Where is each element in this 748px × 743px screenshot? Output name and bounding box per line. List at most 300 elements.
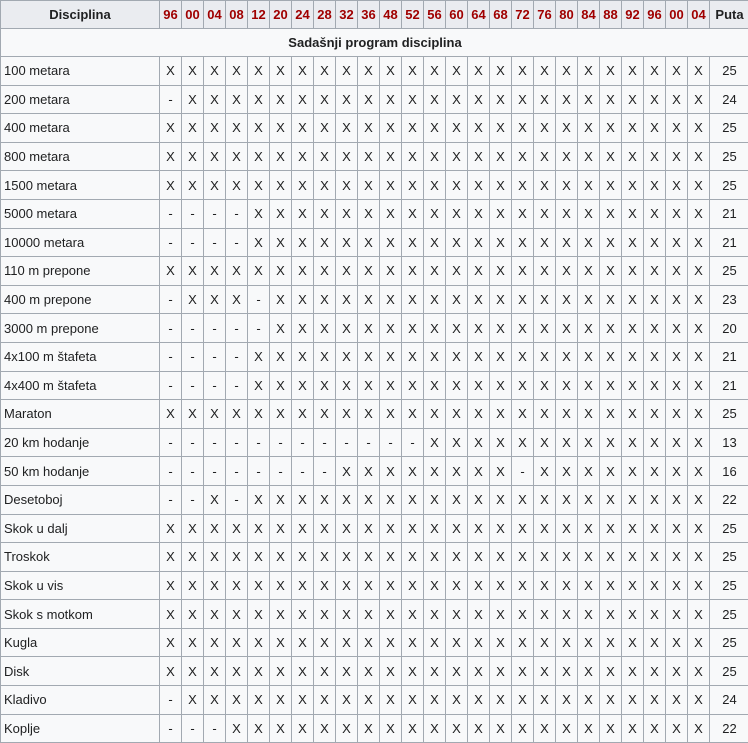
held-mark: X <box>270 199 292 228</box>
discipline-name: Desetoboj <box>1 485 160 514</box>
times-count: 24 <box>710 85 748 114</box>
year-header: 72 <box>512 1 534 29</box>
held-mark: X <box>468 171 490 200</box>
held-mark: X <box>600 686 622 715</box>
discipline-name: 20 km hodanje <box>1 428 160 457</box>
held-mark: X <box>600 285 622 314</box>
held-mark: X <box>182 114 204 143</box>
held-mark: X <box>688 85 710 114</box>
held-mark: X <box>182 543 204 572</box>
table-row <box>1 628 748 657</box>
held-mark: X <box>226 400 248 429</box>
held-mark: X <box>314 228 336 257</box>
held-mark: X <box>292 371 314 400</box>
held-mark: X <box>248 228 270 257</box>
held-mark: X <box>666 400 688 429</box>
held-mark: X <box>578 228 600 257</box>
held-mark: X <box>688 400 710 429</box>
not-held-mark: - <box>226 228 248 257</box>
table-row <box>1 485 748 514</box>
discipline-name: Kugla <box>1 628 160 657</box>
held-mark: X <box>468 714 490 743</box>
held-mark: X <box>644 543 666 572</box>
held-mark: X <box>314 600 336 629</box>
held-mark: X <box>578 85 600 114</box>
held-mark: X <box>248 714 270 743</box>
held-mark: X <box>424 514 446 543</box>
held-mark: X <box>336 285 358 314</box>
held-mark: X <box>160 571 182 600</box>
held-mark: X <box>424 228 446 257</box>
held-mark: X <box>534 285 556 314</box>
held-mark: X <box>556 628 578 657</box>
table-row <box>1 657 748 686</box>
held-mark: X <box>358 314 380 343</box>
held-mark: X <box>314 85 336 114</box>
held-mark: X <box>688 342 710 371</box>
not-held-mark: - <box>380 428 402 457</box>
held-mark: X <box>688 485 710 514</box>
held-mark: X <box>600 400 622 429</box>
year-header: 28 <box>314 1 336 29</box>
held-mark: X <box>248 57 270 86</box>
held-mark: X <box>556 428 578 457</box>
held-mark: X <box>182 686 204 715</box>
held-mark: X <box>666 543 688 572</box>
held-mark: X <box>314 142 336 171</box>
held-mark: X <box>512 85 534 114</box>
held-mark: X <box>424 142 446 171</box>
not-held-mark: - <box>226 457 248 486</box>
held-mark: X <box>534 85 556 114</box>
held-mark: X <box>490 57 512 86</box>
held-mark: X <box>336 714 358 743</box>
held-mark: X <box>468 199 490 228</box>
held-mark: X <box>314 714 336 743</box>
held-mark: X <box>292 543 314 572</box>
held-mark: X <box>380 257 402 286</box>
held-mark: X <box>512 314 534 343</box>
not-held-mark: - <box>204 342 226 371</box>
held-mark: X <box>292 142 314 171</box>
discipline-name: 110 m prepone <box>1 257 160 286</box>
held-mark: X <box>424 657 446 686</box>
held-mark: X <box>314 400 336 429</box>
discipline-name: Skok u vis <box>1 571 160 600</box>
held-mark: X <box>204 171 226 200</box>
held-mark: X <box>204 85 226 114</box>
held-mark: X <box>336 171 358 200</box>
held-mark: X <box>666 571 688 600</box>
held-mark: X <box>446 257 468 286</box>
held-mark: X <box>358 285 380 314</box>
table-row <box>1 457 748 486</box>
discipline-name: Kladivo <box>1 686 160 715</box>
held-mark: X <box>446 199 468 228</box>
held-mark: X <box>380 342 402 371</box>
held-mark: X <box>644 199 666 228</box>
held-mark: X <box>600 257 622 286</box>
held-mark: X <box>600 142 622 171</box>
held-mark: X <box>600 85 622 114</box>
held-mark: X <box>336 314 358 343</box>
table-row <box>1 257 748 286</box>
held-mark: X <box>270 314 292 343</box>
held-mark: X <box>226 57 248 86</box>
held-mark: X <box>248 371 270 400</box>
table-row <box>1 342 748 371</box>
held-mark: X <box>512 57 534 86</box>
held-mark: X <box>468 485 490 514</box>
held-mark: X <box>424 371 446 400</box>
held-mark: X <box>578 142 600 171</box>
held-mark: X <box>666 114 688 143</box>
held-mark: X <box>358 485 380 514</box>
not-held-mark: - <box>226 428 248 457</box>
held-mark: X <box>402 686 424 715</box>
held-mark: X <box>336 657 358 686</box>
held-mark: X <box>424 485 446 514</box>
times-count: 25 <box>710 142 748 171</box>
held-mark: X <box>490 314 512 343</box>
held-mark: X <box>644 342 666 371</box>
held-mark: X <box>380 228 402 257</box>
held-mark: X <box>380 285 402 314</box>
held-mark: X <box>468 142 490 171</box>
held-mark: X <box>402 400 424 429</box>
table-row <box>1 686 748 715</box>
held-mark: X <box>688 57 710 86</box>
held-mark: X <box>270 686 292 715</box>
table-row <box>1 85 748 114</box>
held-mark: X <box>182 85 204 114</box>
held-mark: X <box>644 171 666 200</box>
held-mark: X <box>402 571 424 600</box>
held-mark: X <box>292 714 314 743</box>
held-mark: X <box>424 628 446 657</box>
held-mark: X <box>160 514 182 543</box>
held-mark: X <box>512 228 534 257</box>
held-mark: X <box>644 400 666 429</box>
held-mark: X <box>402 314 424 343</box>
not-held-mark: - <box>204 314 226 343</box>
held-mark: X <box>490 199 512 228</box>
held-mark: X <box>380 57 402 86</box>
held-mark: X <box>226 600 248 629</box>
discipline-name: Disk <box>1 657 160 686</box>
discipline-name: Skok s motkom <box>1 600 160 629</box>
held-mark: X <box>204 600 226 629</box>
held-mark: X <box>490 485 512 514</box>
held-mark: X <box>622 714 644 743</box>
times-count: 25 <box>710 657 748 686</box>
held-mark: X <box>336 571 358 600</box>
held-mark: X <box>270 400 292 429</box>
held-mark: X <box>666 457 688 486</box>
held-mark: X <box>336 514 358 543</box>
held-mark: X <box>446 114 468 143</box>
not-held-mark: - <box>182 714 204 743</box>
held-mark: X <box>688 142 710 171</box>
held-mark: X <box>512 628 534 657</box>
table-row <box>1 514 748 543</box>
not-held-mark: - <box>358 428 380 457</box>
not-held-mark: - <box>160 485 182 514</box>
held-mark: X <box>204 57 226 86</box>
held-mark: X <box>358 714 380 743</box>
times-count: 25 <box>710 628 748 657</box>
held-mark: X <box>600 171 622 200</box>
held-mark: X <box>424 285 446 314</box>
not-held-mark: - <box>512 457 534 486</box>
year-header: 64 <box>468 1 490 29</box>
times-count: 25 <box>710 543 748 572</box>
held-mark: X <box>534 485 556 514</box>
held-mark: X <box>336 342 358 371</box>
held-mark: X <box>314 686 336 715</box>
section-title: Sadašnji program disciplina <box>1 29 748 57</box>
held-mark: X <box>556 314 578 343</box>
held-mark: X <box>446 371 468 400</box>
held-mark: X <box>248 571 270 600</box>
held-mark: X <box>644 571 666 600</box>
year-header: 00 <box>182 1 204 29</box>
held-mark: X <box>490 428 512 457</box>
held-mark: X <box>666 428 688 457</box>
not-held-mark: - <box>314 428 336 457</box>
held-mark: X <box>600 428 622 457</box>
held-mark: X <box>644 657 666 686</box>
held-mark: X <box>468 285 490 314</box>
held-mark: X <box>600 314 622 343</box>
held-mark: X <box>270 114 292 143</box>
held-mark: X <box>490 714 512 743</box>
year-header: 60 <box>446 1 468 29</box>
held-mark: X <box>490 257 512 286</box>
discipline-name: 50 km hodanje <box>1 457 160 486</box>
table-row <box>1 571 748 600</box>
held-mark: X <box>578 428 600 457</box>
held-mark: X <box>688 628 710 657</box>
held-mark: X <box>622 428 644 457</box>
table-row <box>1 314 748 343</box>
held-mark: X <box>622 257 644 286</box>
held-mark: X <box>446 600 468 629</box>
held-mark: X <box>666 142 688 171</box>
held-mark: X <box>380 600 402 629</box>
held-mark: X <box>688 371 710 400</box>
held-mark: X <box>666 485 688 514</box>
held-mark: X <box>556 199 578 228</box>
year-header: 68 <box>490 1 512 29</box>
held-mark: X <box>534 142 556 171</box>
year-header: 04 <box>204 1 226 29</box>
held-mark: X <box>292 400 314 429</box>
held-mark: X <box>292 342 314 371</box>
held-mark: X <box>534 457 556 486</box>
held-mark: X <box>446 571 468 600</box>
held-mark: X <box>402 199 424 228</box>
held-mark: X <box>534 314 556 343</box>
discipline-name: 800 metara <box>1 142 160 171</box>
held-mark: X <box>182 514 204 543</box>
held-mark: X <box>446 686 468 715</box>
held-mark: X <box>622 485 644 514</box>
held-mark: X <box>402 171 424 200</box>
held-mark: X <box>446 514 468 543</box>
year-header: 00 <box>666 1 688 29</box>
year-header: 48 <box>380 1 402 29</box>
not-held-mark: - <box>226 485 248 514</box>
held-mark: X <box>424 600 446 629</box>
held-mark: X <box>270 285 292 314</box>
held-mark: X <box>644 371 666 400</box>
held-mark: X <box>512 571 534 600</box>
held-mark: X <box>534 199 556 228</box>
held-mark: X <box>512 285 534 314</box>
not-held-mark: - <box>204 371 226 400</box>
held-mark: X <box>666 85 688 114</box>
held-mark: X <box>578 371 600 400</box>
held-mark: X <box>512 600 534 629</box>
discipline-name: Skok u dalj <box>1 514 160 543</box>
held-mark: X <box>380 199 402 228</box>
held-mark: X <box>336 543 358 572</box>
not-held-mark: - <box>226 314 248 343</box>
held-mark: X <box>248 514 270 543</box>
held-mark: X <box>688 228 710 257</box>
held-mark: X <box>446 428 468 457</box>
held-mark: X <box>578 171 600 200</box>
held-mark: X <box>314 171 336 200</box>
times-count: 25 <box>710 571 748 600</box>
held-mark: X <box>556 228 578 257</box>
held-mark: X <box>182 400 204 429</box>
held-mark: X <box>226 628 248 657</box>
not-held-mark: - <box>160 457 182 486</box>
held-mark: X <box>688 686 710 715</box>
held-mark: X <box>644 114 666 143</box>
held-mark: X <box>402 57 424 86</box>
held-mark: X <box>160 257 182 286</box>
held-mark: X <box>556 457 578 486</box>
held-mark: X <box>622 686 644 715</box>
held-mark: X <box>666 342 688 371</box>
held-mark: X <box>468 371 490 400</box>
held-mark: X <box>446 85 468 114</box>
held-mark: X <box>534 171 556 200</box>
held-mark: X <box>358 199 380 228</box>
not-held-mark: - <box>160 314 182 343</box>
table-row <box>1 142 748 171</box>
year-header: 56 <box>424 1 446 29</box>
times-count: 25 <box>710 514 748 543</box>
held-mark: X <box>358 142 380 171</box>
held-mark: X <box>314 543 336 572</box>
held-mark: X <box>556 657 578 686</box>
not-held-mark: - <box>204 457 226 486</box>
held-mark: X <box>226 85 248 114</box>
held-mark: X <box>380 485 402 514</box>
held-mark: X <box>666 514 688 543</box>
year-header: 76 <box>534 1 556 29</box>
held-mark: X <box>512 514 534 543</box>
held-mark: X <box>468 628 490 657</box>
not-held-mark: - <box>204 714 226 743</box>
held-mark: X <box>160 600 182 629</box>
held-mark: X <box>644 142 666 171</box>
held-mark: X <box>380 571 402 600</box>
not-held-mark: - <box>292 457 314 486</box>
held-mark: X <box>182 571 204 600</box>
held-mark: X <box>292 228 314 257</box>
held-mark: X <box>556 714 578 743</box>
held-mark: X <box>490 142 512 171</box>
held-mark: X <box>358 400 380 429</box>
times-count: 22 <box>710 714 748 743</box>
held-mark: X <box>424 543 446 572</box>
held-mark: X <box>534 371 556 400</box>
held-mark: X <box>292 600 314 629</box>
times-count: 25 <box>710 600 748 629</box>
held-mark: X <box>556 342 578 371</box>
held-mark: X <box>248 686 270 715</box>
discipline-name: 10000 metara <box>1 228 160 257</box>
held-mark: X <box>424 57 446 86</box>
held-mark: X <box>270 57 292 86</box>
held-mark: X <box>336 199 358 228</box>
held-mark: X <box>468 114 490 143</box>
held-mark: X <box>512 657 534 686</box>
held-mark: X <box>600 657 622 686</box>
held-mark: X <box>688 199 710 228</box>
held-mark: X <box>424 457 446 486</box>
held-mark: X <box>402 342 424 371</box>
held-mark: X <box>292 571 314 600</box>
held-mark: X <box>314 285 336 314</box>
held-mark: X <box>578 314 600 343</box>
held-mark: X <box>292 199 314 228</box>
held-mark: X <box>666 228 688 257</box>
held-mark: X <box>622 57 644 86</box>
held-mark: X <box>666 285 688 314</box>
times-count: 21 <box>710 371 748 400</box>
held-mark: X <box>248 485 270 514</box>
held-mark: X <box>358 57 380 86</box>
held-mark: X <box>534 543 556 572</box>
held-mark: X <box>402 600 424 629</box>
held-mark: X <box>424 199 446 228</box>
held-mark: X <box>358 686 380 715</box>
held-mark: X <box>578 199 600 228</box>
held-mark: X <box>666 628 688 657</box>
held-mark: X <box>336 686 358 715</box>
held-mark: X <box>644 257 666 286</box>
held-mark: X <box>622 571 644 600</box>
held-mark: X <box>578 342 600 371</box>
held-mark: X <box>622 628 644 657</box>
held-mark: X <box>468 543 490 572</box>
held-mark: X <box>468 600 490 629</box>
year-header: 32 <box>336 1 358 29</box>
held-mark: X <box>622 371 644 400</box>
held-mark: X <box>270 543 292 572</box>
held-mark: X <box>204 485 226 514</box>
not-held-mark: - <box>160 686 182 715</box>
held-mark: X <box>600 57 622 86</box>
held-mark: X <box>468 571 490 600</box>
not-held-mark: - <box>402 428 424 457</box>
